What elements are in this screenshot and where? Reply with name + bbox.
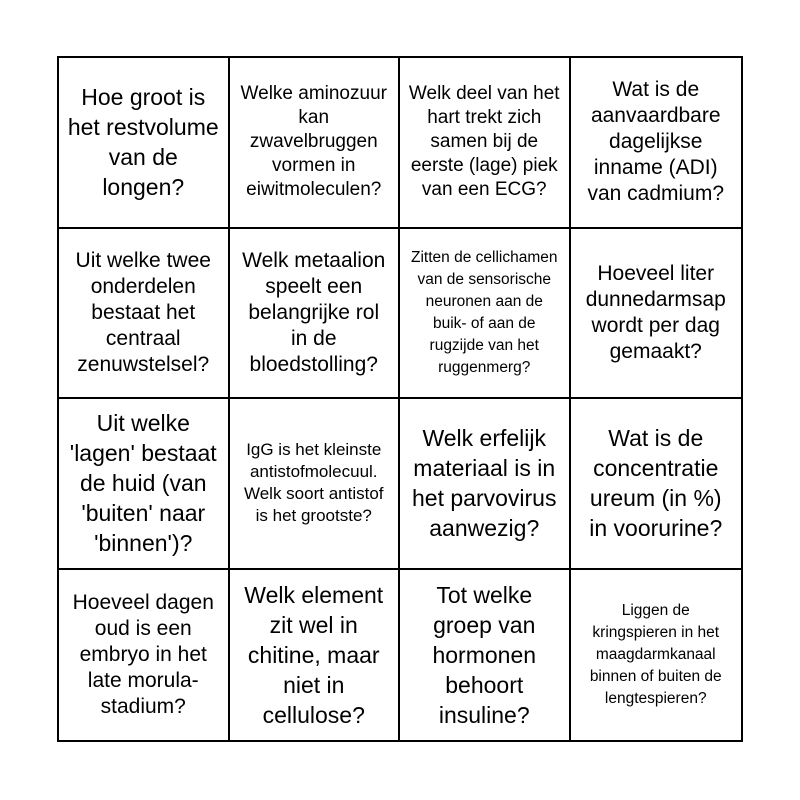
bingo-cell-text: Hoeveel dagen oud is een embryo in het late morula-stadium?	[72, 590, 214, 718]
bingo-cell-text: IgG is het kleinste antistofmolecuul. Welk soort antistof is het grootste?	[243, 440, 384, 526]
bingo-cell-6[interactable]	[230, 229, 401, 400]
bingo-cell-text: Welke aminozuur kan zwavelbruggen vormen in eiwitmoleculen?	[240, 83, 387, 201]
bingo-cell-1[interactable]	[59, 58, 230, 229]
bingo-cell-text: Liggen de kringspieren in het maagdarmkanaal binnen of buiten de lengtespieren?	[589, 601, 722, 707]
bingo-cell-text: Uit welke twee onderdelen bestaat het centraal zenuwstelsel?	[75, 248, 211, 376]
bingo-cell-text: Tot welke groep van hormonen behoort insuline?	[432, 581, 537, 728]
bingo-cell-9[interactable]	[59, 399, 230, 570]
bingo-cell-16[interactable]	[571, 570, 742, 741]
bingo-cell-8[interactable]	[571, 229, 742, 400]
bingo-cell-10[interactable]	[230, 399, 401, 570]
bingo-cell-13[interactable]	[59, 570, 230, 741]
bingo-cell-text: Wat is de aanvaardbare dagelijkse inname (ADI) van cadmium?	[587, 78, 725, 206]
bingo-board	[57, 56, 743, 742]
bingo-cell-text: Uit welke 'lagen' bestaat de huid (van 'buiten' naar 'binnen')?	[69, 410, 217, 557]
bingo-cell-text: Welk erfelijk materiaal is in het parvovirus aanwezig?	[412, 425, 557, 542]
bingo-cell-11[interactable]	[400, 399, 571, 570]
bingo-cell-text: Welk element zit wel in chitine, maar niet in cellulose?	[244, 581, 384, 728]
bingo-cell-14[interactable]	[230, 570, 401, 741]
bingo-cell-4[interactable]	[571, 58, 742, 229]
bingo-cell-7[interactable]	[400, 229, 571, 400]
bingo-cell-text: Hoeveel liter dunnedarmsap wordt per dag gemaakt?	[585, 261, 726, 363]
bingo-cell-text: Welk metaalion speelt een belangrijke rol in de bloedstolling?	[242, 248, 386, 376]
bingo-cell-text: Hoe groot is het restvolume van de longen?	[67, 84, 219, 201]
bingo-cell-2[interactable]	[230, 58, 401, 229]
bingo-cell-12[interactable]	[571, 399, 742, 570]
bingo-cell-text: Welk deel van het hart trekt zich samen bij de eerste (lage) piek van een ECG?	[408, 83, 560, 201]
bingo-cell-text: Wat is de concentratie ureum (in %) in voorurine?	[589, 425, 723, 542]
bingo-cell-15[interactable]	[400, 570, 571, 741]
bingo-cell-3[interactable]	[400, 58, 571, 229]
bingo-cell-text: Zitten de cellichamen van de sensorische neuronen aan de buik- of aan de rugzijde van het ruggenmerg?	[411, 248, 558, 376]
bingo-cell-5[interactable]	[59, 229, 230, 400]
